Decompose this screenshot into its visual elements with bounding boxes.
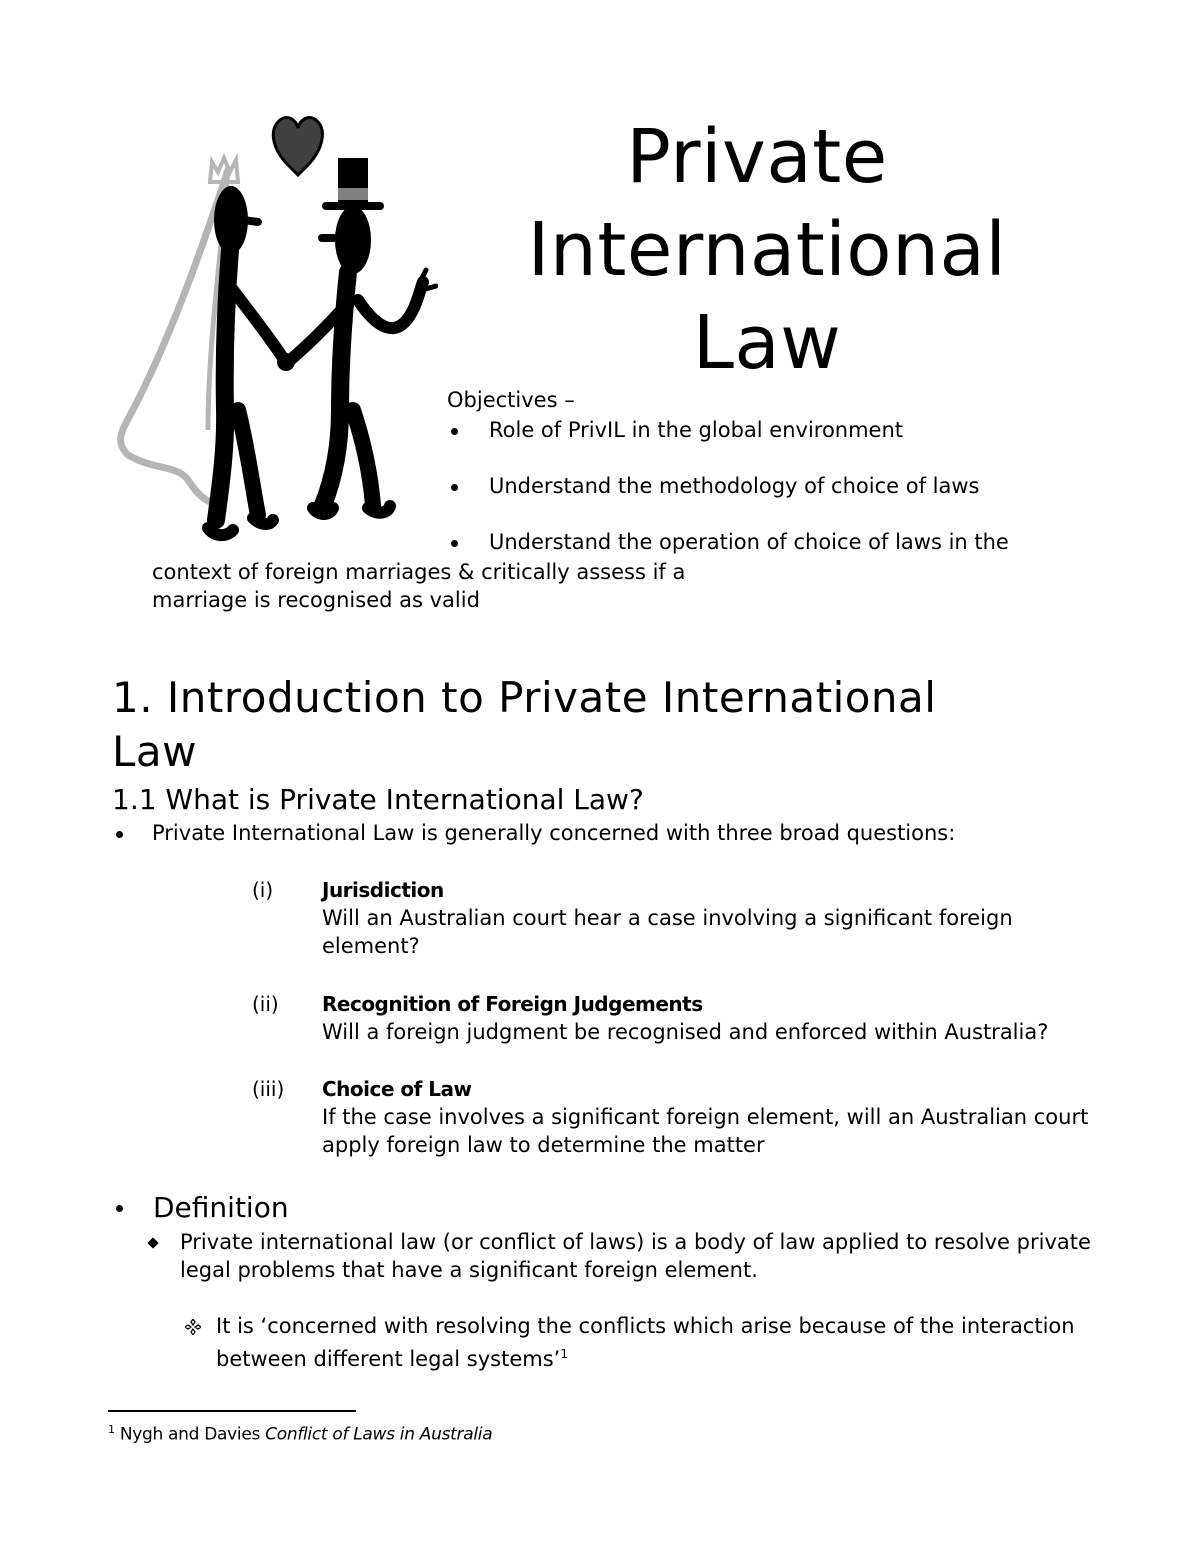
definition-line-2: legal problems that have a significant foreign element.	[180, 1258, 758, 1282]
definition-heading: Definition	[153, 1191, 289, 1224]
objective-item-1: Role of PrivIL in the global environment	[489, 418, 904, 442]
section-heading-line-1: 1. Introduction to Private International	[112, 673, 937, 722]
bullet-dot	[451, 540, 458, 547]
objective-continuation-2: marriage is recognised as valid	[152, 588, 480, 612]
question-numeral: (i)	[252, 878, 274, 902]
objective-item-2: Understand the methodology of choice of laws	[489, 474, 980, 498]
title-line-1: Private	[626, 114, 888, 200]
diamond-bullet	[147, 1237, 158, 1248]
title-line-3: Law	[692, 300, 842, 386]
intro-bullet-text: Private International Law is generally concerned with three broad questions:	[152, 821, 956, 845]
quote-line-2-text: between different legal systems’	[216, 1347, 561, 1371]
bullet-dot	[451, 428, 458, 435]
question-numeral: (iii)	[252, 1077, 285, 1101]
four-diamond-bullet	[185, 1319, 201, 1335]
sub-heading: 1.1 What is Private International Law?	[112, 783, 644, 816]
question-label: Recognition of Foreign Judgements	[322, 992, 703, 1016]
question-text-line-1: Will a foreign judgment be recognised and enforced within Australia?	[322, 1020, 1049, 1044]
quote-line-2	[216, 1340, 568, 1373]
objective-item-3: Understand the operation of choice of laws in the	[489, 530, 1009, 554]
quote-line-1: It is ‘concerned with resolving the conflicts which arise because of the interaction	[216, 1314, 1075, 1338]
question-label: Jurisdiction	[322, 878, 444, 902]
question-numeral: (ii)	[252, 992, 279, 1016]
wedding-couple-clipart	[108, 110, 438, 550]
question-text-line-1: If the case involves a significant foreign element, will an Australian court	[322, 1105, 1089, 1129]
heart-icon	[273, 118, 322, 175]
footnote	[108, 1418, 492, 1447]
footnote-separator	[108, 1410, 356, 1412]
footnote-work: Conflict of Laws in Australia	[265, 1424, 493, 1445]
footnote-number: 1	[108, 1423, 115, 1436]
question-text-line-1: Will an Australian court hear a case involving a significant foreign	[322, 906, 1013, 930]
bullet-dot	[116, 1205, 123, 1212]
definition-line-1: Private international law (or conflict of laws) is a body of law applied to resolve private	[180, 1230, 1091, 1254]
bullet-dot	[116, 831, 123, 838]
title-line-2: International	[527, 207, 1007, 293]
objectives-heading: Objectives –	[447, 388, 575, 412]
footnote-authors: Nygh and Davies	[119, 1424, 266, 1445]
bullet-dot	[451, 484, 458, 491]
section-heading-line-2: Law	[112, 727, 197, 776]
footnote-reference[interactable]: 1	[560, 1347, 568, 1361]
objective-continuation-1: context of foreign marriages & critically assess if a	[152, 560, 686, 584]
question-text-line-2: element?	[322, 934, 420, 958]
question-text-line-2: apply foreign law to determine the matter	[322, 1133, 765, 1157]
question-label: Choice of Law	[322, 1077, 472, 1101]
